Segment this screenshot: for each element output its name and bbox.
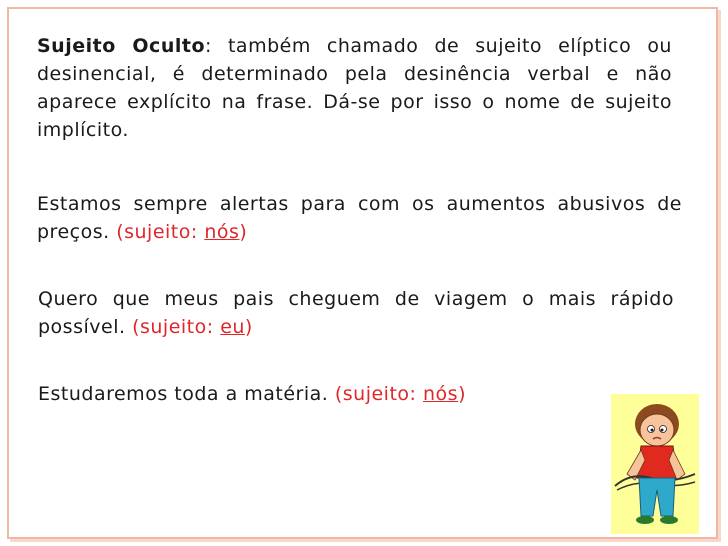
- subject-label-open: (sujeito:: [334, 383, 423, 405]
- subject-label-close: ): [244, 316, 253, 338]
- example-3: [38, 380, 678, 408]
- subject-word: nós: [422, 383, 459, 405]
- subject-word: eu: [220, 316, 245, 338]
- term-heading: Sujeito Oculto: [37, 35, 205, 57]
- subject-label-close: ): [239, 221, 248, 243]
- example-1: [37, 190, 682, 246]
- definition-paragraph: [37, 32, 672, 144]
- example-sentence: Estamos sempre alertas para com os aumentos abusivos de preços.: [37, 193, 682, 243]
- subject-label-open: (sujeito:: [132, 316, 221, 338]
- example-sentence: Estudaremos toda a matéria.: [38, 383, 335, 405]
- subject-label-open: (sujeito:: [116, 221, 205, 243]
- definition-text: : também chamado de sujeito elíptico ou desinencial, é determinado pela desinência verbal e não aparece explícito na frase. Dá-se por isso o nome de sujeito implícito.: [37, 35, 672, 141]
- subject-label-close: ): [458, 383, 466, 405]
- example-2: [38, 285, 674, 341]
- example-sentence: Quero que meus pais cheguem de viagem o mais rápido possível.: [38, 288, 674, 338]
- subject-word: nós: [204, 221, 240, 243]
- boy-illustration: [611, 394, 699, 534]
